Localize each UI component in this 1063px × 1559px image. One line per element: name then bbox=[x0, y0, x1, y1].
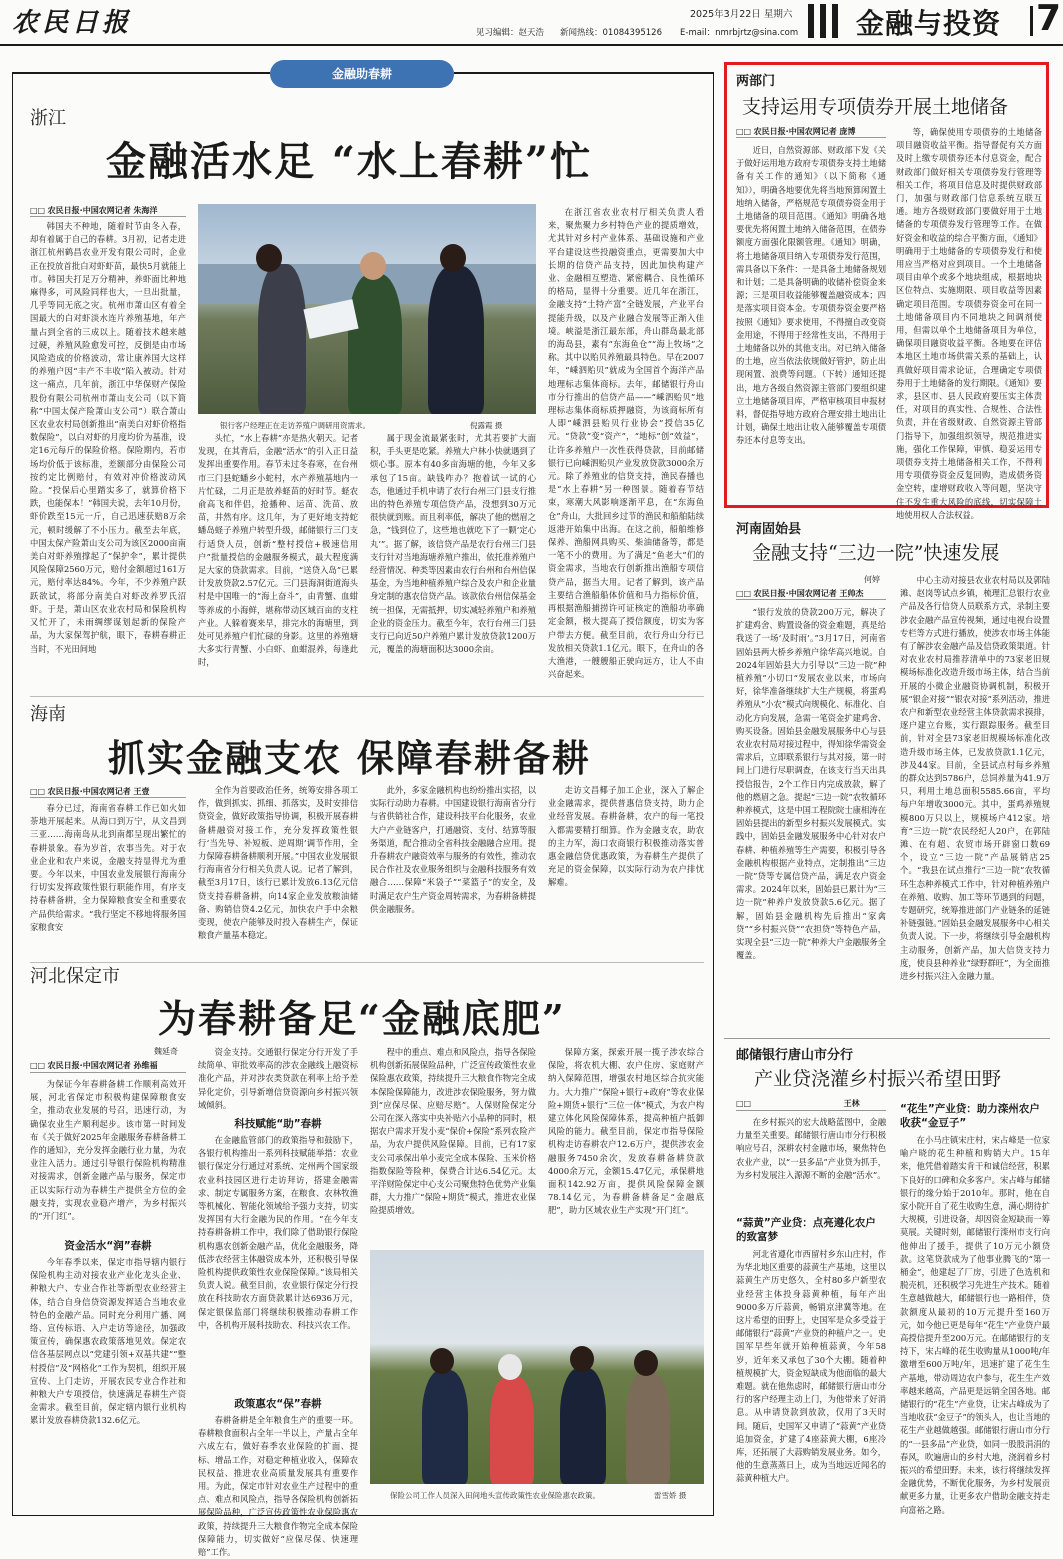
photo-caption: 保险公司工作人员深入田间地头宣传政策性农业保险惠农政策。 bbox=[390, 1491, 600, 1500]
byline-rule bbox=[30, 216, 186, 217]
byline-rule bbox=[30, 1072, 186, 1073]
photo-caption: 银行客户经理正在走访养殖户调研用资需求。 bbox=[220, 421, 370, 430]
masthead bbox=[0, 0, 1063, 44]
issue-date: 2025年3月22日 星期六 bbox=[690, 9, 793, 20]
article-byline: 何婷 bbox=[864, 575, 880, 584]
article-kicker: 两部门 bbox=[736, 74, 776, 89]
article-column: 韩国夫不种地，随着时节由冬入春，却有着属于自己的春耕。3月初，记者走进浙江杭州鹤昌农业开发有限公司时，企业正在投放首批白对虾虾苗，最快5月就能上市。韩国夫打足万分精神，养虾面比种地麻得多，可风险同样也大，一旦出批量，几乎等同无底之灾。杭州市萧山区有着全国最大的白对虾淡水连片养殖基地，年产量占到全省的三成以上。随着技术越来越过硬，养殖风险愈发可控，反倒是由市场风险造成的价格波动，常让康养国大这样的养殖户因“丰产不丰收”陷入被动。针对这一痛点，几年前，浙江中华保财产保险股份有限公司杭州市萧山支公司（以下简称“中国太保产险萧山支公司”）联合萧山区农业农村局创新推出“南美白对虾价格指数保险”，以白对虾的月度均价为基准，设定16元每斤的保险价格。保险期内，若市场均价低于该标准，差额部分由保险公司按约定比例赔付，有效对冲价格波动风险。“投保后心里踏实多了，就算价格下跌，也能保本！”韩国夫说，去年10月份，虾价跌至15元一斤，自己迅速获赔8万余元，顿时缓解了不小压力。截至去年底，中国太保产险萧山支公司为该区2000亩南美白对虾养殖撑起了“保护伞”，累计提供风险保障2560万元，赔付金额超过161万元，赔付率达84%。今年，不少养殖户跃跃欲试，将部分南美白对虾改养罗氏沼虾。于是，萧山区农业农村局和保险机构又忙开了，未雨绸缪谋划起新的保险产品，为大家保驾护航，眼下，春耕春耕正当时，不光田间地 bbox=[30, 221, 186, 654]
article-column: 在小马庄镇宋庄村，宋占峰是一位家喻户晓的花生种植和购销大户。15年来，他凭借着踏实肯干和诚信经营，积累下良好的口碑和众多客户。宋占峰与邮储银行的缘分始于2010年。那时，他在自家小院开自了花生收购生意，满心期待扩大规模，引进设备，却因资金短缺而一筹莫展。关键时刻，邮储银行滦州市支行向他伸出了援手，提供了10万元小额贷款。这笔贷款成为了他事业腾飞的“第一桶金”，他建起了厂房，引进了色选机和脱壳机，还积极学习先进生产技术。随着生意越做越大，邮储银行也一路相伴，贷款额度从最初的10万元提升至160万元，如今他已更是每年“花生”产业贷户最高授信提升至200万元。在邮储银行的支持下，宋占峰的花生收购量从1000吨/年激增至600万吨/年，迅速扩建了花生生产基地，带动周边农户参与，花生生产效率越来越高，产品更是远销全国各地。邮储银行的“花生”产业贷，让宋占峰成为了当地收获“金豆子”的领头人，也让当地的花生产业越做越强。邮储银行唐山市分行的“一县多品”产业贷，如同一股股涓涓的春风，吹遍唐山的乡村大地，浇润着乡村振兴的希望田野。未来，该行将继续发挥金融优势，不断优化服务，为乡村发展贡献更多力量，让更多农户借助金融支持走向富裕之路。 bbox=[900, 1135, 1050, 1515]
article-headline: 金融活水足 “水上春耕”忙 bbox=[106, 138, 592, 185]
section-subhead: 科技赋能“助”春耕 bbox=[234, 1118, 322, 1130]
article-column: 保障方案，探索开展一揽子涉农综合保险，将农机大棚、农户住房、家庭财产纳入保障范围，增强农村地区综合抗灾能力。大力推广“保险+银行+政府”等农业保险+期货+银行“三位一体”模式，为农户构建立体化风险保障体系，提高种植户抵御风险的能力。截至目前，保定市指导保险机构走访春耕农户12.6万户，提供涉农金融服务7450余次，发放春耕备耕贷款4000余万元，金额15.47亿元，承保耕地面积142.92万亩，提供风险保障金额78.14亿元，为春耕备耕备足“金融底肥”，助力区域农业生产实现“开门红”。 bbox=[548, 1047, 704, 1216]
article-column: 河北省遵化市西留村乡东山庄村，作为华北地区重要的蒜黄生产基地，这里以蒜黄生产历史悠久，全村80多户新型农业经营主体投身蒜黄种植，每年产出9000多万斤蒜黄，畅销京津冀等地。在这片希望的田野上，史国军是众多受益于邮储银行“蒜黄”产业贷的种植户之一。史国军早些年就开始种植蒜黄，今年58岁，近年来又承包了30个大棚。随着种植规模扩大，资金短缺成为他面临的最大难题。就在他焦虑时，邮储银行唐山市分行的客户经理主动上门，为他带来了好消息。从申请贷款到放款，仅用了3天时间。随后，史国军又申请了“蒜黄”产业贷追加资金，扩建了4座蒜黄大棚，6座冷库，还拓展了大蒜购销发展业务。如今，他的生意蒸蒸日上，成为当地远近闻名的蒜黄种植大户。 bbox=[736, 1249, 886, 1484]
article-column: 程中的重点、难点和风险点，指导各保险机构创新拓展保险品种，广泛宣传政策性农业保险惠农政策，持续提升三大粮食作物完全成本保险保障能力，改进涉农保险服务，努力做到“应保尽保、应赔尽赔”。人保财险保定分公司在深入落实中央补贴六小品种的同时，根据农户需求开发小麦“保价+保险”系列农险产品，为农户提供风险保障。目前，已有17家支公司承保出单小麦完全成本保险、玉米价格指数保险等险种，保费合计达6.54亿元。太平洋财险保定中心支公司聚焦特色优势产业集群，大力推广“保险+期货”模式，推进农业保险提质增效。 bbox=[370, 1047, 536, 1216]
photo-credit: 倪露霞 摄 bbox=[470, 421, 503, 430]
region-label: 海南 bbox=[30, 704, 66, 725]
section-divider bbox=[724, 1038, 1050, 1039]
byline-rule bbox=[736, 1110, 886, 1111]
article-byline: □□ 农民日报·中国农网记者 庞博 bbox=[736, 127, 856, 136]
section-subhead: 政策惠农“保”春耕 bbox=[234, 1398, 322, 1410]
article-byline: □□ 农民日报·中国农网记者 王壹 bbox=[30, 787, 150, 796]
photo-credit: 雷雪娇 摄 bbox=[654, 1491, 687, 1500]
masthead-rule bbox=[0, 44, 1063, 46]
article-photo bbox=[370, 1250, 704, 1484]
article-column: 为保证今年春耕备耕工作顺利高效开展，河北省保定市积极构建保障粮食安全，推动农业发展的号召，迅速行动，为确保农业生产顺利起步。该市第一时间发布《关于做好2025年金融服务春耕备耕工作的通知》，充分发挥金融行业力量，为农业注入活力。通过引导银行保险机构精准对接需求，创新金融产品与服务，保定市正以实际行动为春耕生产提供全方位的金融支持，实现农业稳产增产，为乡村振兴的“开门红”。 bbox=[30, 1079, 186, 1222]
section-bar-icon bbox=[832, 4, 838, 38]
article-byline: □□ 王林 bbox=[736, 1099, 860, 1108]
article-column: 春分已过，海南省春耕工作已如火如荼地开展起来。从海口到万宁，从文昌到三亚……海南岛从北到南都呈现出繁忙的春耕景象。春为岁首，农事当先。对于农业企业和农户来说，金融支持显得尤为重要。今年以来，中国农业发展银行海南分行切实发挥政策性银行职能作用，有序支持春耕备耕，全力保障粮食安全和重要农产品供给需求。“我行坚定不移地将服务国家粮食安 bbox=[30, 803, 186, 932]
article-column: 近日，自然资源部、财政部下发《关于做好运用地方政府专项债券支持土地储备有关工作的通知》（以下简称《通知》），明确各地要优先将当地预算闲置土地纳入储备，严格规范专项债券资金用于土地储备的项目范围。《通知》明确各地要优先将闲置土地纳入储备范围，在债券额度方面强化限额管理。《通知》明确，将土地储备项目纳入专项债券发行范围，需具备以下条件：一是具备土地储备规划和计划；二是具备明确的收储补偿资金来源；三是项目收益能够覆盖融资成本；四是落实项目资本金。专项债券资金要严格按照《通知》要求使用，不得擅自改变资金用途，不得用于经常性支出，不得用于土地储备以外的其他支出。对已纳入储备的土地，应当依法依规做好管护，防止出现闲置、浪费等问题。（下转）通知还提出，地方各级自然资源主管部门要组织建立土地储备项目库，严格审核项目申报材料，督促指导地方政府合理安排土地出让计划，确保土地出让收入能够覆盖专项债券还本付息等支出。 bbox=[736, 145, 886, 446]
article-byline: □□ 农民日报·中国农网记者 朱海洋 bbox=[30, 206, 158, 215]
article-kicker: 河南固始县 bbox=[736, 522, 802, 537]
region-label: 河北保定市 bbox=[30, 966, 120, 987]
contact-email: E-mail：nmrbjrtz@sina.com bbox=[680, 28, 799, 38]
section-divider bbox=[30, 962, 704, 963]
section-divider bbox=[30, 696, 704, 697]
section-title: 金融与投资 bbox=[856, 7, 1002, 40]
article-column: 等，确保使用专项债券的土地储备项目融资收益平衡。指导督促有关方面及时上缴专项债券还本付息资金，配合财政部门做好相关专项债券发行管理等相关工作，将项目信息及时提供财政部门，加强与财政部门信息系统互联互通。地方各级财政部门要做好用于土地储备的专项债券发行管理等工作。在做好资金和收益的综合平衡方面，《通知》明确用于土地储备的专项债券发行和使用应当严格对应到项目。一个土地储备项目由单个或多个地块组成，根据地块区位特点、实施期限、项目收益等因素确定项目范围。专项债券资金可在同一土地储备项目内不同地块之间调剂使用，但需以单个土地储备项目为单位，确保项目融资收益平衡。各地要在评估本地区土地市场供需关系的基础上，认真做好项目需求论证，合理确定专项债券用于土地储备的发行期限。《通知》要求，县区市、县人民政府要压实主体责任，对项目的真实性、合规性、合法性负责，并在省级财政、自然资源主管部门指导下，加强组织领导，规范推进实施，强化工作保障，审慎、稳妥运用专项债券支持土地储备相关工作，不得利用专项债券资金反复回购，造成债务资金空转，虚增财政收入等问题，坚决守住不发生重大风险的底线，切实保障土地使用权人合法权益。 bbox=[896, 127, 1042, 520]
article-column: 在乡村振兴的宏大战略蓝图中，金融力量至关重要。邮储银行唐山市分行积极响应号召，深耕农村金融市场，聚焦特色农业产业，以“一县多品”产业贷为抓手，为乡村发展注入源源不断的金融“活水”。 bbox=[736, 1117, 886, 1180]
article-column: 全作为首要政治任务，统筹安排各项工作，做到抓实、抓细、抓落实，及时安排信贷资金，做好政策指导协调，积极开展春耕备耕融资对接工作，充分发挥政策性银行‘当先导、补短板、逆周期’调节作用，全力保障春耕备耕顺利开展。”中国农业发展银行海南省分行相关负责人说。记者了解到，截至3月17日，该行已累计发放6.13亿元信贷支持春耕备耕，向14家企业发放粮油储备、购销信贷4.2亿元，加快农户手中余粮变现，使农户能够及时投入春耕生产，保证粮食产量基本稳定。 bbox=[198, 785, 358, 941]
topic-pill: 金融助春耕 bbox=[270, 60, 454, 88]
page-number: 7 bbox=[1036, 0, 1062, 39]
article-column: “银行发放的贷款200万元，解决了扩建鸡舍、购置设备的资金难题，真是给我送了一场‘及时雨’。”3月17日，河南省固始县两大桥乡养殖户徐华高兴地说。自2024年固始县大力引导以“三边一院”种植养殖”小切口“发展农业以来，市场向好，徐华准备继续扩大生产规模，将蛋鸡养殖从“小农”模式向规模化、标准化、自动化方向发展，急需一笔资金扩建鸡舍、购买设备。固始县金融发展服务中心与县农业农村局对接过程中，得知徐华需资金需求后，立即联系银行与其对接，第一时间上门进行尽职调查，在该支行当天出具授信报告，2个工作日内完成放款，解了他的燃眉之急。提起“三边一院”农牧循环种养模式，这是中国工程院院士康相涛在固始县提出的新型乡村振兴发展模式。实践中，固始县金融发展服务中心针对农户春耕、种植养殖等生产需要，积极引导各金融机构根据产业特点，定制推出“三边一院”贷等专属信贷产品，满足农户资金需求。2024年以来，固始县已累计为“三边一院”种养户发放贷款5.6亿元。据了解，固始县金融机构先后推出“家禽贷”“乡村振兴贷”“农担贷”等特色产品，实现全县“三边一院”种养大户金融服务全覆盖。 bbox=[736, 607, 886, 961]
section-subhead: 资金活水“润”春耕 bbox=[64, 1240, 152, 1252]
article-byline: 魏延奇 bbox=[154, 1047, 178, 1056]
section-bar-icon bbox=[820, 4, 826, 38]
section-subhead: “蒜黄”产业贷：点亮遵化农户的致富梦 bbox=[736, 1217, 876, 1243]
article-column: 头忙，“水上春耕”亦是热火朝天。记者发现，在其背后，金融“活水”的引入正日益发挥出重要作用。春节未过冬春寒，在台州市三门县蛇蟠乡小蛇村，水产养殖基地内一片忙碌，二月正是放养蛏苗的好时节。蛏农俞高飞和伴侣，抢播种、运苗、洗苗、放苗，井然有序。这几年，为了更好地支持蛇蟠岛蛏子养殖户转型升级，邮储银行三门支行适贷人员，创新“整村授信+极速信用户”批量授信的金融服务模式，最大程度满足大家的贷款需求。目前，“送贷入岛”已累计发放贷款2.57亿元。三门县海洞街道海头村是中国唯一的“海上奋斗”，由青蟹、血蚶等养成的小海鲜，堪称带动区域百亩的支柱产业。人躲着赛来早，排完水的海塘里，到处可见养殖户们忙碌的身影。这里的养殖塘大多实行青蟹、小白虾、血蚶混养，每逢此时， bbox=[198, 433, 358, 668]
news-hotline: 新闻热线：01084395126 bbox=[560, 28, 662, 38]
article-column: 今年春季以来，保定市指导辖内银行保险机构主动对接农业产业化龙头企业、种粮大户、专业合作社等新型农业经营主体，结合自身信贷资源发挥适合当地农业特色的金融产品。同时充分利用广播、网络、宣传标语、入户走访等途径，加强政策宣传，确保惠农政策落地见效。保定农信各基层网点以“党建引领+双基共建”“整村授信”及“网格化”工作为契机，组织开展宣传、上门走访，开展农民专业合作社和种粮大户专项授信，快速满足春耕生产资金需求。截至目前，保定辖内银行业机构累计发放春耕贷款132.6亿元。 bbox=[30, 1257, 186, 1426]
article-column: 春耕备耕是全年粮食生产的重要一环。春耕粮食面积占全年一半以上，产量占全年六成左右，做好春季农业保险的扩面、提标、增品工作，对稳定种植业收入，保障农民权益、推进农业高质量发展具有重要作用。为此，保定市针对农业生产过程中的重点、难点和风险点，指导各保险机构创新拓展保险品种，广泛宣传政策性农业保险惠农政策，持续提升三大粮食作物完全成本保险保障能力，切实做好“应保尽保、快速理赔”工作。 bbox=[198, 1415, 358, 1558]
panel-top-rule bbox=[12, 72, 270, 74]
article-headline: 产业贷浇灌乡村振兴希望田野 bbox=[754, 1068, 1002, 1090]
byline-rule bbox=[736, 137, 886, 138]
editor-credit: 见习编辑：赵天浩 bbox=[476, 28, 545, 38]
article-byline: □□ 农民日报·中国农网记者 孙维福 bbox=[30, 1061, 158, 1070]
article-column: 走访文昌椰子加工企业，深入了解企业金融需求，提供普惠信贷支持，助力企业经营发展。春耕备耕，农户的每一笔投入都需要精打细算。作为金融支农，助农的主力军，海口农商银行积极推动落实普惠金融信贷优惠政策，为春耕生产提供了充足的资金保障，以实际行动为农户排忧解难。 bbox=[548, 785, 704, 888]
section-subhead: “花生”产业贷：助力滦州农户收获“金豆子” bbox=[900, 1103, 1040, 1129]
newspaper-logo: 农民日报 bbox=[12, 8, 133, 38]
byline-rule bbox=[30, 797, 186, 798]
article-column: 中心主动对接县农业农村局以及郭陆滩、赵岗等试点乡镇，梳理汇总银行农业产品及各行信贷人员联系方式，录制主要涉农金融产品宣传视频，通过电视台设置专栏等方式进行播放，使涉农市场主体能有了解涉农金融产品及信贷政策渠道。针对农业农村局推荐清单中的73家老旧规模场标准化改造升级市场主体，结合当前开展的小微企业融资协调机制，积极开展“银企对接”“银农对接”系列活动，推进农户和新型农业经营主体贷款需求摸排，逐户建立台账，实行跟踪服务。截至目前，针对全县73家老旧规模场标准化改造升级市场主体，已发放贷款1.1亿元，涉及44家。目前，全县试点村每乡养殖的群众达到5786户，总饲养量为41.9万只，利用土地总面积5585.66亩，平均每户年增收3000元。其中，蛋鸡养殖规模800万只以上，规模场户412家。培育“三边一院”农民经纪人20户，在郭陆滩、在有超、农贸市场开辟窗口数69个，设立“三边一院”产品展销店25个。“我县在试点推行“三边一院”农牧循环生态种养模式工作中，针对种植养殖户在养殖、收购、加工等环节遇到的问题，专题研究，统筹推进部门产业链条的延链补链强链。”固始县金融发展服务中心相关负责人说。下一步，将继续引导金融机构主动服务，创新产品，加大信贷支持力度，使良县种养业“绿野群旺”，为全面推进乡村振兴注入金融力量。 bbox=[900, 575, 1050, 982]
article-column: 属于现金流最紧张时，尤其若要扩大面积，手头更是吃紧。养殖大户林小快就遇到了烦心事。原本有40多亩海塘的他，今年又多承包了15亩。缺钱咋办？抱着试一试的心态，他通过手机申请了农行台州三门县支行推出的特色养殖专项信贷产品，没想到30万元很快就到账。而且利率低，解决了他的燃眉之急，“钱到位了，这些地也就吃下了一颗‘定心丸’”。据了解，该信贷产品是农行台州三门县支行针对当地海塘养殖户推出，依托准养殖户经营情况、种类等因素由农行台州和台州信保基金，为当地种植养殖户综合及农户和企业量身定制的惠农信贷产品。该款依台州信保基金统一担保，无需抵押，切实减轻养殖户和养殖企业的资金压力。截至今年，农行台州三门县支行已向近50户养殖户累计发放贷款1200万元，覆盖的海塘面积达3000余亩。 bbox=[370, 433, 536, 655]
article-column: 在金融监管部门的政策指导和鼓励下，各银行机构推出一系列科技赋能举措：农业银行保定分行通过对系统、定州两个国家级农业科技园区进行走访拜访，搭建金融需求、制定专属服务方案，在粮食、农林牧渔等机械化、智能化领域给予强力支持，切实发挥国有大行金融为民的作用。“在今年支持春耕备耕工作中，我们除了借助银行保险机构惠农创新金融产品，优化金融服务，降低涉农经营主体融资成本外，还积极引导保险机构提供政策性农业保险保障。”该局相关负责人说。截至目前，农业银行保定分行投放在科技助农方面贷款累计达6936万元，保定银保监部门将继续积极推动春耕工作中，各机构开展科技助农、科技兴农工作。 bbox=[198, 1135, 358, 1330]
article-column: 此外，多家金融机构也纷纷推出实招，以实际行动助力春耕。中国建设银行海南省分行与省供销社合作，建设科技平台化服务，农业大户产业链客户，打通融资、支付、结算等服务渠道，配合推动全省科技金融融合应用。提升春耕农户融资效率与服务的有效性，推动农民合作社及农业服务组织与金融科技服务有效融合……保障“米袋子”“菜篮子”的安全，及时满足农户生产资金周转需求，为春耕备耕提供金融服务。 bbox=[370, 785, 536, 914]
article-column: 资金支持。交通银行保定分行开发了手续简单、审批效率高的涉农金融线上融资标准化产品，并对涉农类贷款在利率上给予差异化定价，引导新增信贷资源向乡村振兴领域倾斜。 bbox=[198, 1047, 358, 1110]
article-byline: □□ 农民日报·中国农网记者 王帅杰 bbox=[736, 589, 864, 598]
article-photo bbox=[198, 204, 536, 414]
article-kicker: 邮储银行唐山市分行 bbox=[736, 1048, 854, 1063]
article-column: 在浙江省农业农村厅相关负责人看来，聚焦聚力乡村特色产业的提质增效，尤其针对乡村产业体系、基础设施和产业平台建设这些投融资重点，更需要加大中长期的信贷产品支持，因此加快构建产业、金融相互塑造、紧密耦合、良性循环的格局，显得十分重要。近几年在浙江，金融支持“土特产富”全链发展，产业平台提能升级，以及产业融合发展等正渐入佳境。峡溢是浙江最东部，舟山群岛最北部的海岛县，素有“东海鱼仓”“海上牧场”之称。其中以贻贝养殖最具特色。早在2007年，“嵊泗贻贝”就成为全国首个海洋产品地理标志集体商标。去年，邮储银行舟山市分行推出的信贷产品——“嵊泗贻贝”地理标志集体商标质押融资，为该商标所有人即“嵊泗县贻贝行业协会”授信35亿元。“贷款”变“资产”，“地标”创“效益”，让许多养殖户一次性获得贷款，目前邮储银行已向嵊泗贻贝产业发放贷款3000余万元。除了养殖业的信贷支持，渔民春播也是“水上春耕”另一种图景。随着春节结束，寒潮大风影响逐渐平息，在“东海鱼仓”舟山，大批回乡过节的渔民和船舶陆续返港开始集中出海。在这之前，船舶维修保养、渔船网具购买、柴油储备等，都是一笔不小的费用。为了满足“鱼老大”们的资金需求，当地农行创新推出渔船专项信贷产品，据当大用。记者了解到，该产品主要结合渔船船体价值和马力指标价值，再根据渔船捕捞许可证核定的渔船功率确定金额，极大提高了授信额度，切实为客户带去方便。截至目前，农行舟山分行已发放相关贷款1.1亿元。眼下，在舟山的各大渔港，一艘艘船正驶向远方，让人不由兴奋起来。 bbox=[548, 207, 704, 680]
article-headline: 抓实金融支农 保障春耕备耕 bbox=[108, 736, 591, 780]
article-headline: 金融支持“三边一院”快速发展 bbox=[752, 542, 1000, 564]
byline-rule bbox=[736, 599, 886, 600]
region-label: 浙江 bbox=[30, 108, 66, 129]
panel-top-rule bbox=[454, 72, 714, 74]
article-headline: 为春耕备足“金融底肥” bbox=[158, 996, 566, 1041]
section-bar-icon bbox=[808, 4, 814, 38]
article-headline: 支持运用专项债券开展土地储备 bbox=[742, 96, 1009, 118]
page-separator bbox=[1030, 6, 1033, 36]
